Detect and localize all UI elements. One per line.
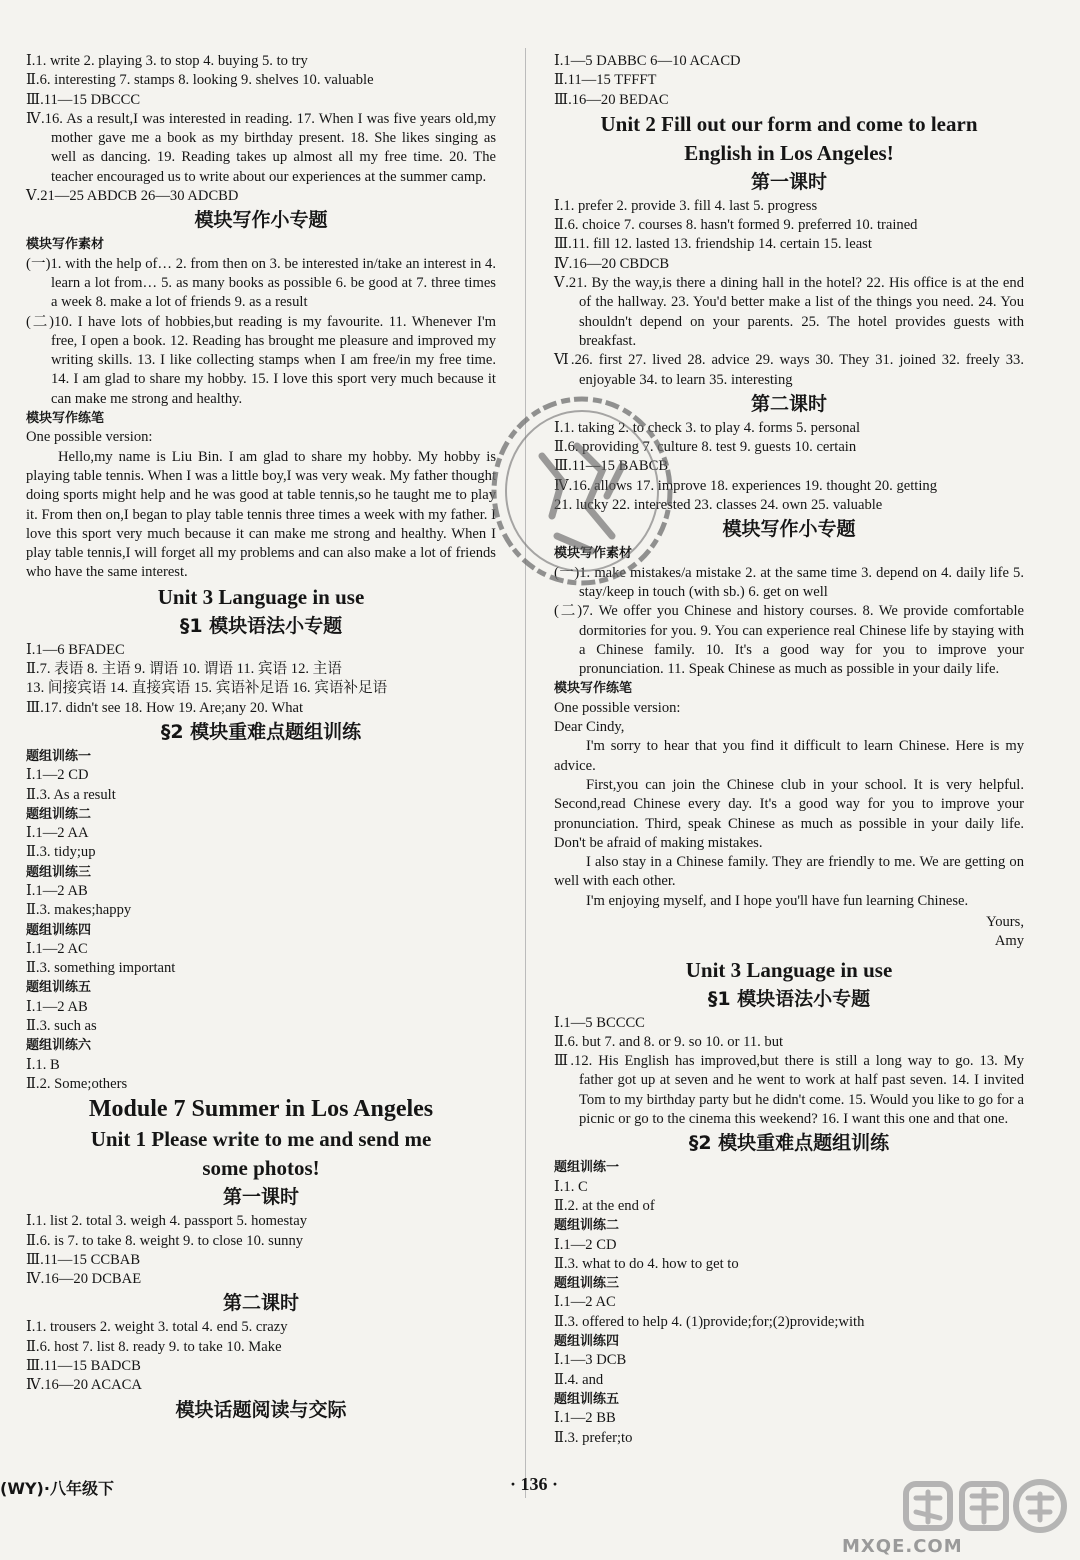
answer-line: Ⅲ.17. didn't see 18. How 19. Are;any 20. What	[26, 699, 304, 716]
drill-label: 题组训练四	[554, 1334, 620, 1350]
module-title: Module 7 Summer in Los Angeles	[88, 1096, 434, 1123]
version-label: One possible version:	[26, 429, 153, 446]
unit-title-continued: some photos!	[202, 1156, 320, 1181]
drill-label: 题组训练一	[26, 748, 92, 764]
answer-line: Ⅰ.1—2 AB	[26, 882, 88, 899]
answer-line: Ⅳ.16—20 CBDCB	[554, 255, 670, 272]
lesson-title: 第二课时	[222, 1292, 299, 1315]
answer-line: Ⅰ.1—2 AC	[26, 940, 88, 957]
unit-title: Unit 2 Fill out our form and come to learn	[600, 111, 978, 136]
drill-label: 题组训练四	[26, 922, 92, 938]
answer-line: Ⅲ.11—15 CCBAB	[26, 1251, 141, 1268]
answer-paragraph: (二)7. We offer you Chinese and history courses. 8. We provide comfortable dormitories for you. 9. You can experience real Chinese life by staying with a Chinese family. 10. It's a good way for you to improve your pronunciation. 11. Speak Chinese as much as possible in your daily life.	[554, 603, 1024, 678]
answer-line: Ⅱ.11—15 TFFFT	[554, 72, 657, 89]
drill-label: 题组训练二	[26, 806, 92, 822]
drill-list	[26, 747, 496, 1094]
section-heading: 模块写作小专题	[194, 209, 328, 232]
letter-paragraph: I'm enjoying myself, and I hope you'll have fun learning Chinese.	[586, 892, 969, 909]
section-label: 模块写作素材	[554, 546, 633, 562]
drill-label: 题组训练一	[554, 1160, 620, 1176]
answer-line: Ⅰ.1. C	[554, 1178, 588, 1195]
section-title: §1 模块语法小专题	[707, 987, 871, 1010]
answer-line: Ⅱ.3. offered to help 4. (1)provide;for;(2)provide;with	[554, 1313, 865, 1330]
letter-paragraph: First,you can join the Chinese club in your school. It is very helpful. Second,read Chinese every day. It's a good way for you to improve your pronunciation. Third, speak Chinese as much as possible in your daily life. Don't be afraid of making mistakes.	[554, 776, 1024, 851]
column-divider	[525, 48, 526, 1498]
answer-line: Ⅱ.2. Some;others	[26, 1075, 128, 1092]
letter-signature: Amy	[994, 933, 1024, 950]
answer-line: 21. lucky 22. interested 23. classes 24. own 25. valuable	[554, 497, 883, 514]
section-label: 模块写作练笔	[554, 681, 633, 697]
drill-label: 题组训练六	[26, 1038, 92, 1054]
answer-paragraph: Ⅴ.21. By the way,is there a dining hall in the hotel? 22. His office is at the end of the hallway. 23. You'd better make a list of the things you need. 24. You shouldn't depend on your parents. 25. The hotel provides guests with breakfast.	[554, 275, 1024, 349]
essay-paragraph: Hello,my name is Liu Bin. I am glad to share my hobby. My hobby is playing table tennis. When I was a little boy,I was very weak. My father thought doing sports might help and he was good at table tennis,so he taught me to play it. From then on,I began to play table tennis three times a week with my father. I love this sport very much because it can make me strong and healthy. When I play table tennis,I will forget all my problems and can also make a lot of friends who have the same interest.	[26, 448, 496, 581]
section-label: 模块写作素材	[26, 237, 105, 253]
answer-line: Ⅱ.7. 表语 8. 主语 9. 谓语 10. 谓语 11. 宾语 12. 主语	[26, 661, 342, 678]
letter-closing: Yours,	[986, 913, 1024, 930]
section-title: §2 模块重难点题组训练	[160, 720, 362, 743]
lesson-title: 第一课时	[222, 1186, 299, 1209]
answer-line: Ⅰ.1. write 2. playing 3. to stop 4. buying 5. to try	[26, 53, 308, 69]
letter-paragraph: I also stay in a Chinese family. They are friendly to me. We are getting on well with each other.	[554, 854, 1024, 890]
drill-label: 题组训练二	[554, 1218, 620, 1234]
letter-greeting: Dear Cindy,	[554, 719, 625, 736]
unit-title: Unit 3 Language in use	[157, 584, 365, 609]
answer-line: Ⅲ.11. fill 12. lasted 13. friendship 14. certain 15. least	[554, 236, 872, 253]
right-column	[554, 52, 1024, 1448]
answer-line: Ⅰ.1—3 DCB	[554, 1352, 627, 1369]
answer-line: Ⅰ.1—5 DABBC 6—10 ACACD	[554, 53, 741, 69]
answer-line: Ⅰ.1. prefer 2. provide 3. fill 4. last 5. progress	[554, 197, 818, 214]
answer-line: Ⅱ.3. prefer;to	[554, 1429, 633, 1446]
answer-line: Ⅱ.6. is 7. to take 8. weight 9. to close 10. sunny	[26, 1232, 304, 1249]
answer-line: Ⅰ.1. B	[26, 1056, 60, 1073]
answer-line: Ⅰ.1—2 CD	[26, 767, 89, 784]
section-title: §2 模块重难点题组训练	[688, 1132, 890, 1155]
answer-line: Ⅱ.3. tidy;up	[26, 844, 96, 861]
answer-line: Ⅱ.4. and	[554, 1371, 604, 1388]
answer-line: Ⅰ.1—2 AA	[26, 825, 89, 842]
section-label: 模块写作练笔	[26, 411, 105, 427]
answer-line: Ⅳ.16. allows 17. improve 18. experiences 19. thought 20. getting	[554, 477, 938, 494]
answer-line: Ⅰ.1. trousers 2. weight 3. total 4. end 5. crazy	[26, 1319, 288, 1336]
answer-paragraph: Ⅵ.26. first 27. lived 28. advice 29. ways 30. They 31. joined 32. freely 33. enjoyable 34. to learn 35. interesting	[554, 352, 1024, 388]
answer-line: Ⅱ.3. something important	[26, 960, 176, 977]
answer-line: Ⅴ.21—25 ABDCB 26—30 ADCBD	[26, 188, 239, 205]
section-heading: 模块写作小专题	[722, 518, 856, 541]
page-number: · 136 ·	[510, 1474, 559, 1494]
version-label: One possible version:	[554, 699, 681, 716]
answer-line: Ⅳ.16—20 ACACA	[26, 1377, 142, 1394]
answer-paragraph: (一)1. make mistakes/a mistake 2. at the same time 3. depend on 4. daily life 5. stay/keep in touch (with sb.) 6. get on well	[554, 564, 1024, 600]
answer-line: Ⅱ.6. providing 7. culture 8. test 9. guests 10. certain	[554, 439, 857, 456]
answer-line: Ⅰ.1—6 BFADEC	[26, 641, 125, 658]
answer-line: Ⅲ.11—15 BABCB	[554, 458, 669, 475]
answer-line: Ⅲ.16—20 BEDAC	[554, 91, 669, 108]
unit-title: Unit 3 Language in use	[685, 957, 893, 982]
answer-line: Ⅰ.1. list 2. total 3. weigh 4. passport 5. homestay	[26, 1213, 307, 1230]
answer-line: Ⅱ.6. choice 7. courses 8. hasn't formed 9. preferred 10. trained	[554, 217, 918, 234]
answer-line: Ⅰ.1—2 BB	[554, 1410, 616, 1427]
footer-grade-label: (WY)·八年级下	[0, 1479, 114, 1498]
drill-label: 题组训练五	[26, 980, 92, 996]
answer-line: Ⅱ.6. interesting 7. stamps 8. looking 9. shelves 10. valuable	[26, 72, 374, 89]
answer-line: Ⅰ.1—2 CD	[554, 1236, 617, 1253]
answer-line: Ⅳ.16—20 DCBAE	[26, 1271, 142, 1288]
answer-line: Ⅱ.3. what to do 4. how to get to	[554, 1255, 739, 1272]
answer-paragraph: Ⅳ.16. As a result,I was interested in reading. 17. When I was five years old,my mother gave me a book as my birthday present. 18. She likes singing as well as dancing. 19. Reading takes up almost all my free time. 20. The teacher encouraged us to write about our experiences at the summer camp.	[26, 110, 496, 185]
answer-line: Ⅲ.11—15 DBCCC	[26, 91, 141, 108]
answer-line: Ⅱ.3. makes;happy	[26, 902, 132, 919]
answer-line: Ⅱ.6. but 7. and 8. or 9. so 10. or 11. but	[554, 1033, 784, 1050]
answer-line: Ⅱ.3. As a result	[26, 786, 116, 803]
lesson-title: 第一课时	[750, 170, 827, 193]
answer-paragraph: Ⅲ.12. His English has improved,but there is still a long way to go. 13. My father got up at seven and he went to work at half past seven. 14. I invited Tom to my birthday party but he didn't come. 15. Would you like to go for a picnic or go to the cinema this weekend? 16. I want this one and that one.	[554, 1053, 1024, 1128]
answer-line: Ⅱ.2. at the end of	[554, 1197, 655, 1214]
answer-line: Ⅰ.1—2 AC	[554, 1294, 616, 1311]
section-heading: 模块话题阅读与交际	[175, 1398, 347, 1421]
answer-line: 13. 间接宾语 14. 直接宾语 15. 宾语补足语 16. 宾语补足语	[26, 680, 388, 697]
drill-label: 题组训练五	[554, 1391, 620, 1407]
drill-label: 题组训练三	[554, 1276, 620, 1292]
answer-line: Ⅲ.11—15 BADCB	[26, 1358, 141, 1375]
letter-body	[554, 737, 1024, 911]
section-title: §1 模块语法小专题	[179, 614, 343, 637]
answer-paragraph: (一)1. with the help of… 2. from then on 3. be interested in/take an interest in 4. learn a lot from… 5. as many books as possible 6. be good at 7. three times a week 8. make a lot of friends 9. as a result	[26, 255, 496, 311]
answer-line: Ⅱ.6. host 7. list 8. ready 9. to take 10. Make	[26, 1338, 282, 1355]
answer-line: Ⅰ.1—5 BCCCC	[554, 1014, 645, 1031]
unit-title: Unit 1 Please write to me and send me	[90, 1127, 432, 1152]
answer-line: Ⅰ.1—2 AB	[26, 998, 88, 1015]
lesson-title: 第二课时	[750, 392, 827, 415]
answer-paragraph: (二)10. I have lots of hobbies,but reading is my favourite. 11. Whenever I'm free, I open a book. 12. Reading has brought me pleasure and improved my writing skills. 13. I like collecting stamps when I am free/in my free time. 14. I am glad to share my hobby. 15. I love this sport very much because it can make me strong and healthy.	[26, 313, 496, 407]
answer-line: Ⅰ.1. taking 2. to check 3. to play 4. forms 5. personal	[554, 419, 861, 436]
drill-label: 题组训练三	[26, 864, 92, 880]
left-column	[26, 52, 496, 1425]
answer-line: Ⅱ.3. such as	[26, 1018, 97, 1035]
drill-list	[554, 1158, 1024, 1447]
letter-paragraph: I'm sorry to hear that you find it difficult to learn Chinese. Here is my advice.	[554, 738, 1024, 774]
watermark-url: MXQE.COM	[842, 1536, 963, 1557]
unit-title-continued: English in Los Angeles!	[684, 140, 894, 165]
